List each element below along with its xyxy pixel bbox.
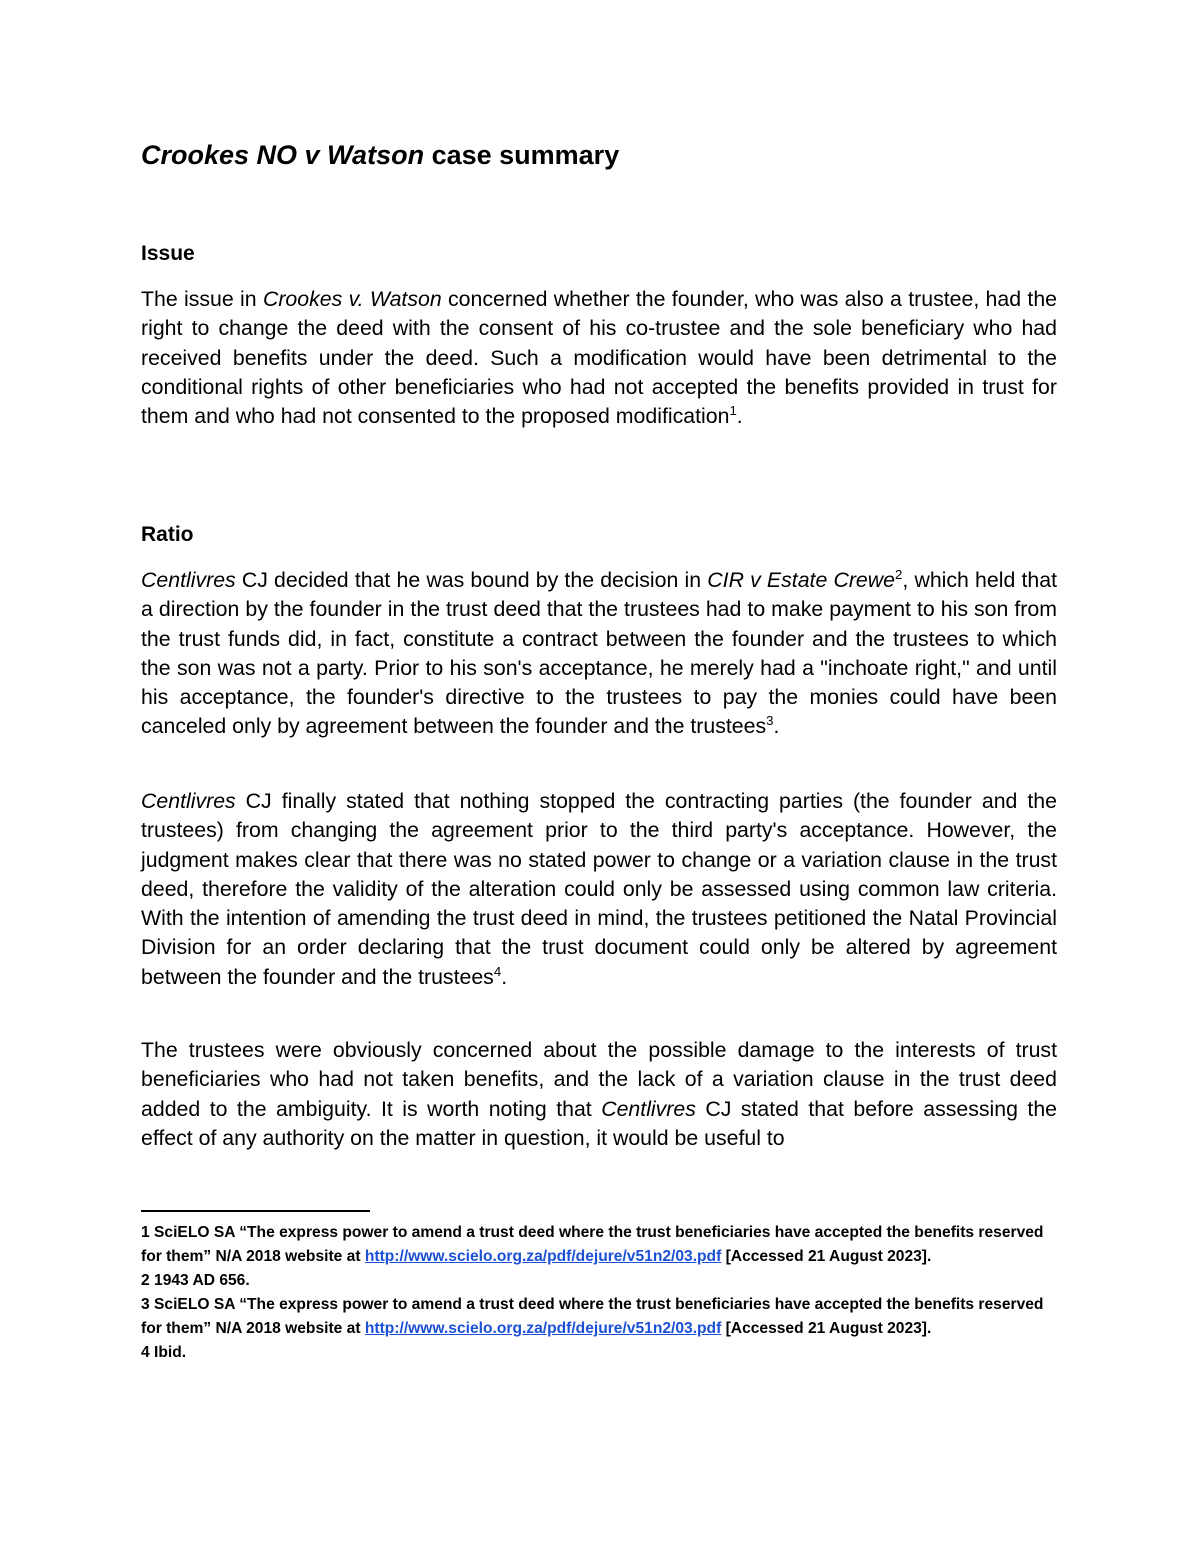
ratio-p1-text-a: CJ decided that he was bound by the decision in xyxy=(235,568,708,592)
ratio-p2-end: . xyxy=(501,964,508,989)
footnote-link[interactable]: http://www.scielo.org.za/pdf/dejure/v51n2/03.pdf xyxy=(364,1320,722,1337)
issue-heading: Issue xyxy=(141,242,195,265)
footnote-ref-2[interactable]: 2 xyxy=(895,566,903,582)
footnote-text: SciELO SA “The express power to amend a trust deed where the trust beneficiaries have accepted the benefits reserved for them” N/A 2018 website at xyxy=(141,1224,1044,1265)
footnote-ref-4[interactable]: 4 xyxy=(493,963,502,979)
footnote-accessed: [Accessed 21 August 2023]. xyxy=(721,1248,932,1265)
ratio-paragraph-1 xyxy=(141,566,1057,742)
title-suffix: case summary xyxy=(424,140,620,170)
footnote-number: 4 xyxy=(141,1344,150,1361)
issue-paragraph xyxy=(141,285,1057,431)
footnote-text: Ibid. xyxy=(149,1344,187,1361)
ratio-paragraph-2 xyxy=(141,787,1057,992)
judge-name: Centlivres xyxy=(601,1096,696,1121)
footnote-4 xyxy=(141,1341,1057,1365)
issue-text-a: The issue in xyxy=(141,287,263,311)
judge-name: Centlivres xyxy=(141,568,236,592)
document-title xyxy=(141,140,619,171)
ratio-p3-text-a: The trustees were obviously concerned about the possible damage to the interests of trust beneficiaries who had not taken benefits, and the lack of a variation clause in the trust deed added to the ambiguity. It is worth noting that xyxy=(141,1038,1057,1121)
issue-case-name: Crookes v. Watson xyxy=(262,287,442,311)
footnote-number: 2 xyxy=(141,1272,150,1289)
ratio-p2-text: CJ finally stated that nothing stopped the contracting parties (the founder and the trustees) from changing the agreement prior to the third party's acceptance. However, the judgment makes clear that there was no stated power to change or a variation clause in the trust deed, therefore the validity of the alteration could only be assessed using common law criteria. With the intention of amending the trust deed in mind, the trustees petitioned the Natal Provincial Division for an order declaring that the trust document could only be altered by agreement between the founder and the trustees xyxy=(141,789,1057,989)
footnote-2 xyxy=(141,1269,1057,1293)
title-case-name: Crookes NO v Watson xyxy=(141,140,425,170)
footnote-text: 1943 AD 656. xyxy=(149,1272,250,1289)
footnote-link[interactable]: http://www.scielo.org.za/pdf/dejure/v51n2/03.pdf xyxy=(364,1248,722,1265)
footnote-accessed: [Accessed 21 August 2023]. xyxy=(721,1320,932,1337)
ratio-case-name: CIR v Estate Crewe xyxy=(707,568,896,592)
footnote-text: SciELO SA “The express power to amend a trust deed where the trust beneficiaries have accepted the benefits reserved for them” N/A 2018 website at xyxy=(141,1296,1044,1337)
ratio-p1-end: . xyxy=(773,714,780,739)
footnote-1 xyxy=(141,1221,1057,1269)
footnote-ref-1[interactable]: 1 xyxy=(729,403,737,419)
ratio-paragraph-3 xyxy=(141,1036,1057,1153)
ratio-heading: Ratio xyxy=(141,523,194,546)
issue-text-b: concerned whether the founder, who was also a trustee, had the right to change the deed with the consent of his co-trustee and the sole beneficiary who had received benefits under the deed. Such a modification would have been detrimental to the conditional rights of other beneficiaries who had not accepted the benefits provided in trust for them and who had not consented to the proposed modification xyxy=(141,287,1058,429)
ratio-p1-text-b: , which held that a direction by the founder in the trust deed that the trustees had to make payment to his son from the trust funds did, in fact, constitute a contract between the founder and the trustees to which the son was not a party. Prior to his son's acceptance, he merely had a "inchoate right," and until his acceptance, the founder's directive to the trustees to pay the monies could have been canceled only by agreement between the founder and the trustees xyxy=(141,568,1058,739)
ratio-p3-text-b: CJ stated that before assessing the effect of any authority on the matter in question, it would be useful to xyxy=(141,1096,1058,1150)
footnote-ref-3[interactable]: 3 xyxy=(766,713,774,729)
footnote-number: 3 xyxy=(141,1296,150,1313)
footnotes xyxy=(141,1221,1057,1365)
footnote-number: 1 xyxy=(141,1224,150,1241)
judge-name: Centlivres xyxy=(141,789,236,813)
issue-text-end: . xyxy=(736,404,743,429)
footnote-separator xyxy=(141,1210,370,1212)
footnote-3 xyxy=(141,1293,1057,1341)
